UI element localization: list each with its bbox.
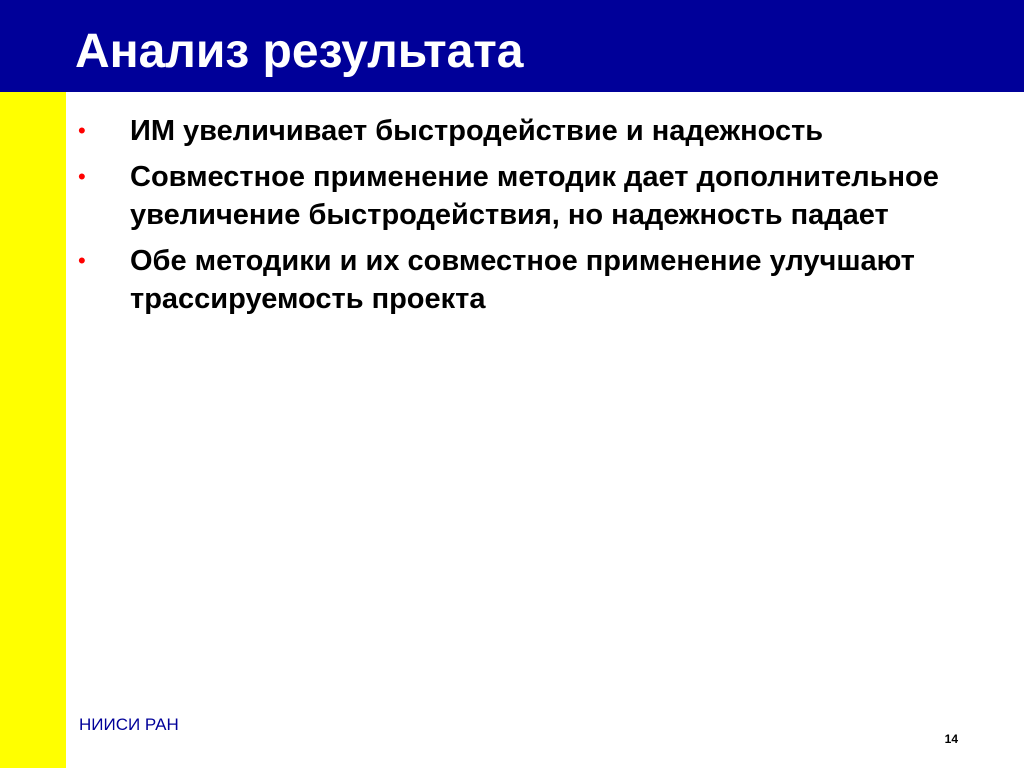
bullet-icon: • bbox=[78, 164, 86, 189]
title-bar bbox=[0, 0, 1024, 92]
bullet-text: Обе методики и их совместное применение улучшают трассируемость проекта bbox=[130, 245, 915, 315]
slide-title: Анализ результата bbox=[75, 25, 524, 78]
bullet-icon: • bbox=[78, 248, 86, 273]
side-band bbox=[0, 92, 66, 768]
bullet-text: ИМ увеличивает быстродействие и надежность bbox=[130, 115, 824, 147]
bullet-item bbox=[75, 112, 975, 150]
bullet-item bbox=[75, 242, 975, 318]
bullet-list bbox=[75, 112, 975, 326]
bullet-item bbox=[75, 158, 975, 234]
bullet-text: Совместное применение методик дает дополнительное увеличение быстродействия, но надежность падает bbox=[130, 161, 939, 231]
bullet-icon: • bbox=[78, 118, 86, 143]
footer-organization: НИИСИ РАН bbox=[79, 715, 179, 734]
page-number: 14 bbox=[944, 732, 958, 746]
